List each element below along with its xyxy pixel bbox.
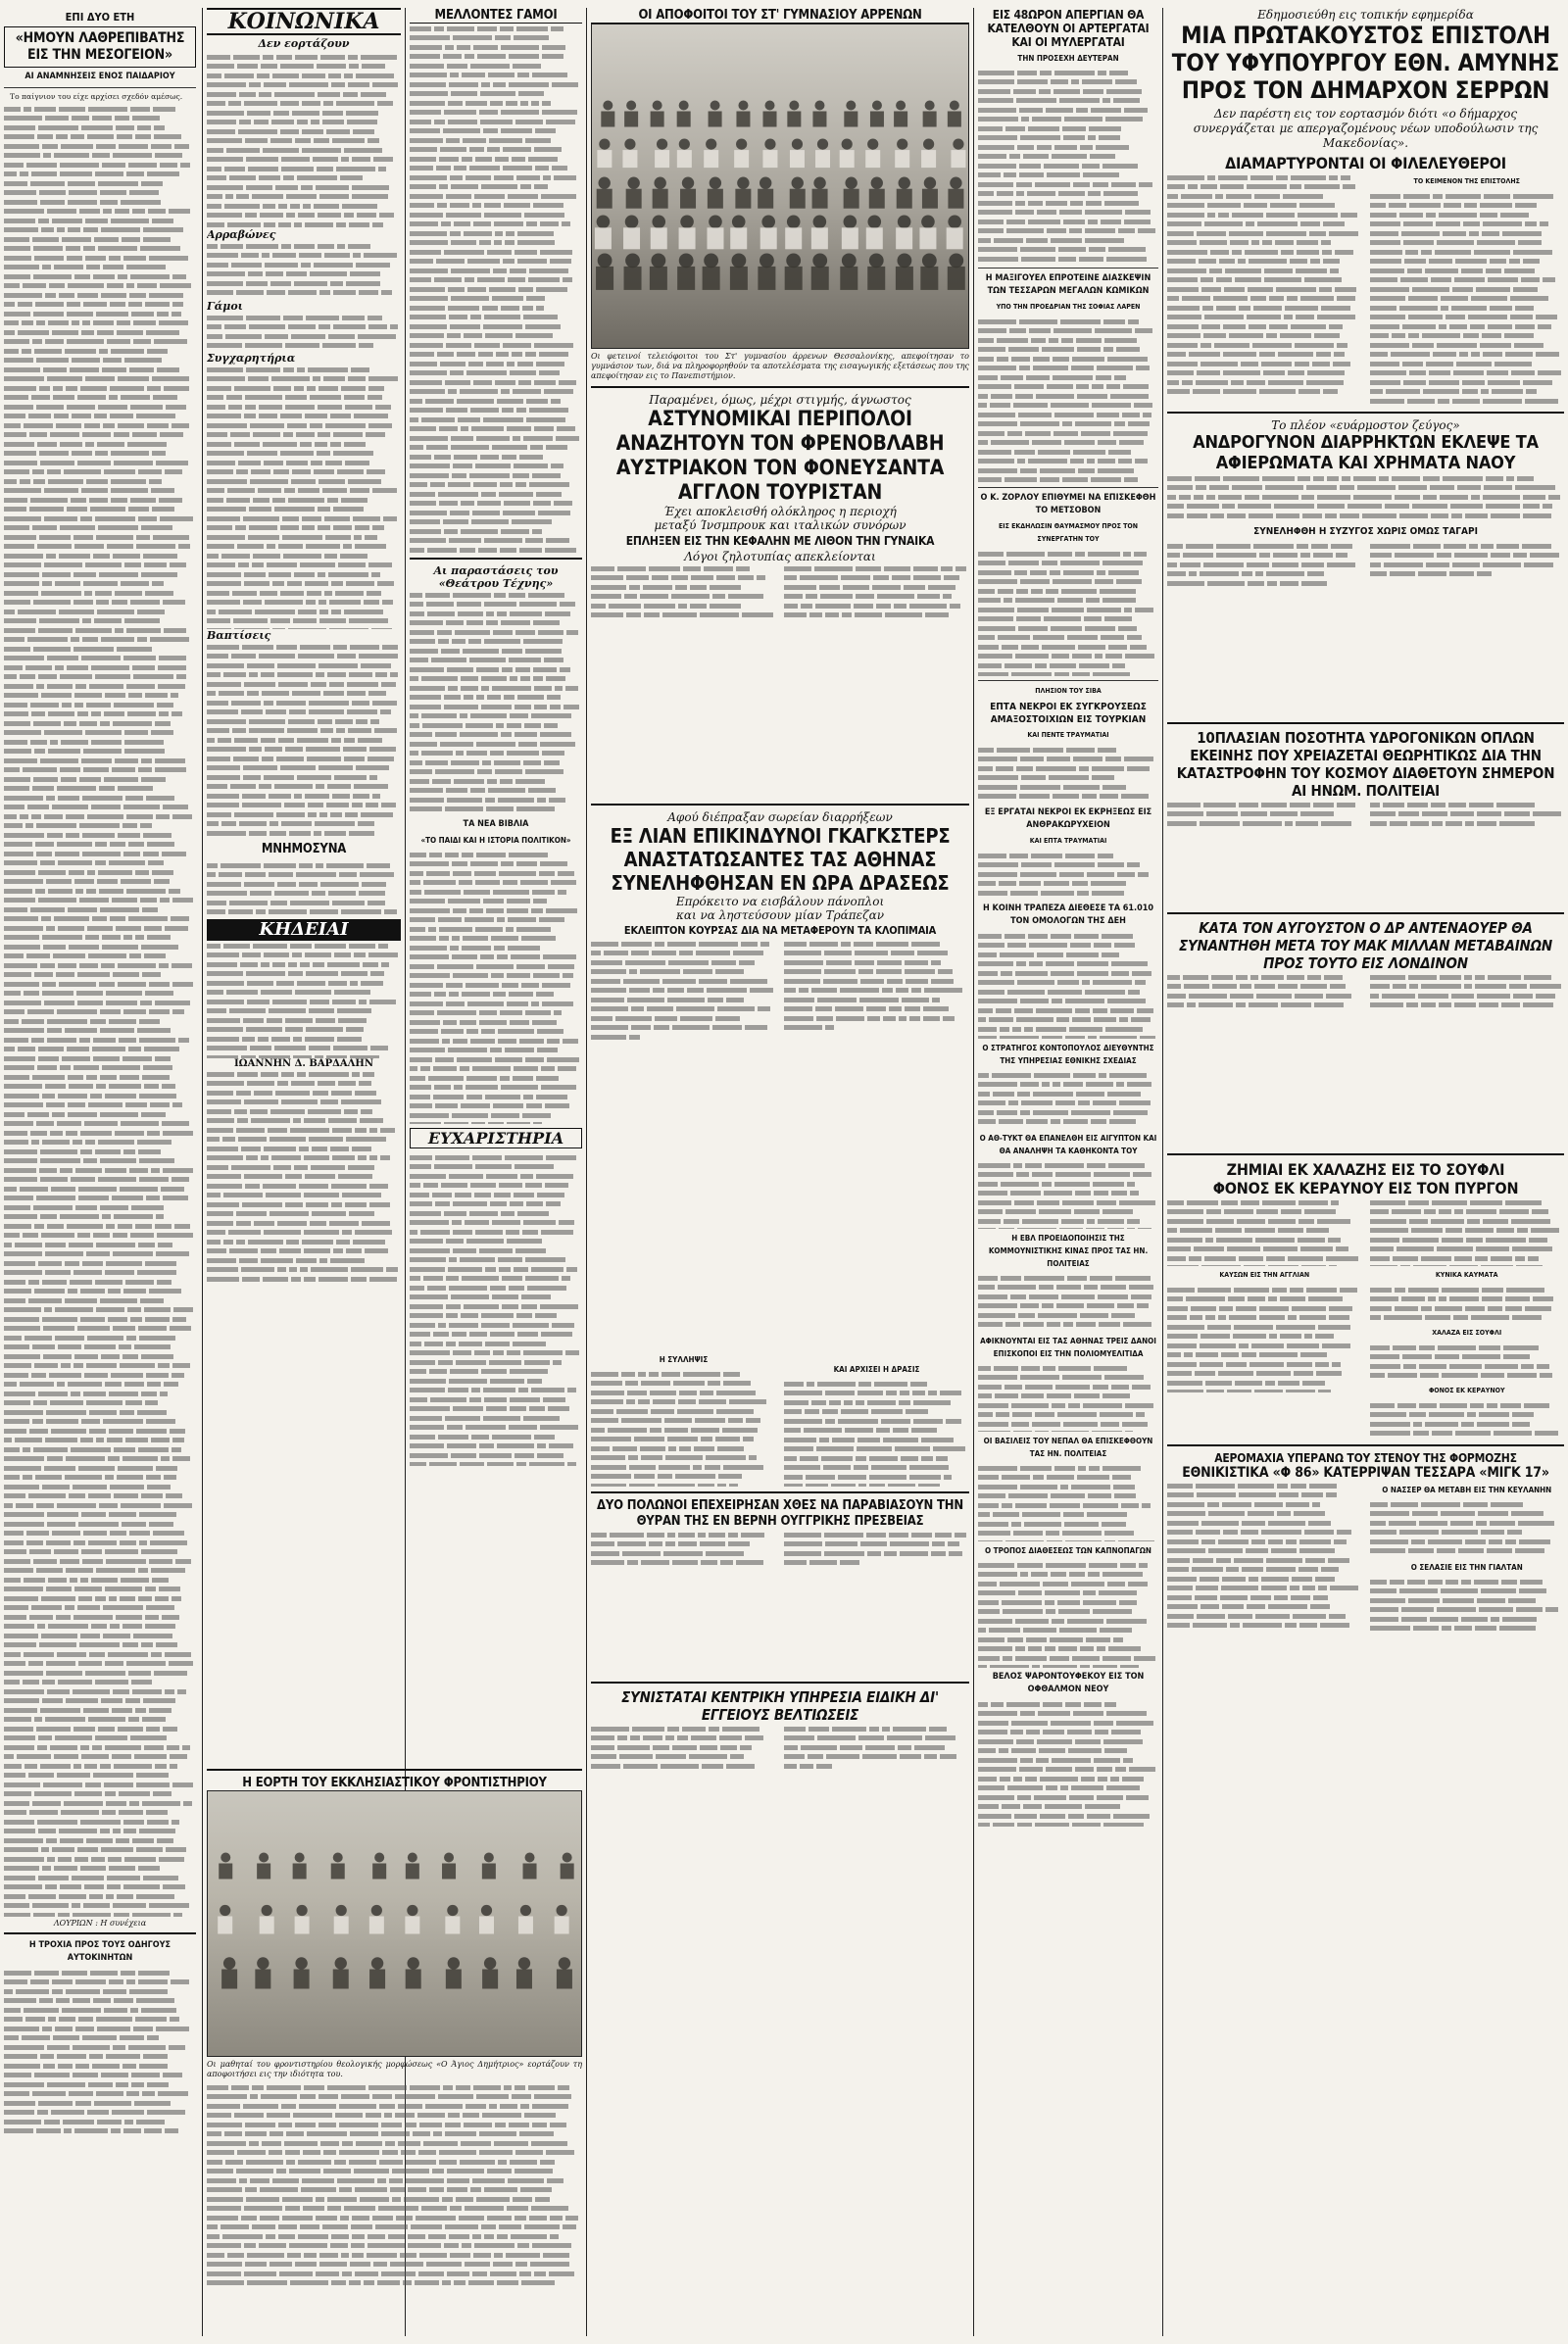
social-parties: Συγχαρητήρια: [207, 352, 296, 365]
thanks-body: [410, 1152, 582, 1466]
column-news: [978, 8, 1158, 2336]
selassie-body: [1370, 1577, 1565, 1636]
service-headline: ΣΥΝΙΣΤΑΤΑΙ ΚΕΝΤΡΙΚΗ ΥΠΗΡΕΣΙΑ ΕΙΔΙΚΗ ΔΙ' ΕΓΓΕΙΟΥΣ ΒΕΛΤΙΩΣΕΙΣ: [621, 1688, 939, 1724]
weddings-title: ΜΕΛΛΟΝΤΕΣ ΓΑΜΟΙ: [410, 8, 582, 24]
festival-body: [207, 2082, 582, 2288]
funerals-body-1: [207, 941, 401, 1058]
gangsters-body-4: [784, 1379, 969, 1487]
column-rule: [586, 8, 587, 2336]
china-body: [978, 1273, 1158, 1332]
gangsters-arrest: Η ΣΥΛΛΗΨΙΣ: [659, 1355, 709, 1364]
comics-sub: ΥΠΟ ΤΗΝ ΠΡΟΕΔΡΙΑΝ ΤΗΣ ΣΟΦΙΑΣ ΛΑΡΕΝ: [996, 303, 1141, 311]
mine-body: [978, 851, 1158, 900]
gangsters-columns: [591, 939, 969, 1487]
gangsters-sub3: ΕΚΛΕΙΠΤΟΝ ΚΟΥΡΣΑΣ ΔΙΑ ΝΑ ΜΕΤΑΦΕΡΟΥΝ ΤΑ ΚΛΟΠΙΜΑΙΑ: [623, 924, 937, 937]
couple-intro: [1167, 473, 1564, 522]
comics-headline: Η ΜΑΞΙΓΟΥΕΛ ΕΠΡΟΤΕΙΝΕ ΔΙΑΣΚΕΨΙΝ ΤΩΝ ΤΕΣΣΑΡΩΝ ΜΕΓΑΛΩΝ ΚΩΜΙΚΩΝ: [985, 273, 1152, 296]
train-headline: ΕΠΤΑ ΝΕΚΡΟΙ ΕΚ ΣΥΓΚΡΟΥΣΕΩΣ ΑΜΑΞΟΣΤΟΙΧΙΩΝ ΕΙΣ ΤΟΥΡΚΙΑΝ: [990, 702, 1147, 725]
poles-headline: ΔΥΟ ΠΟΛΩΝΟΙ ΕΠΕΧΕΙΡΗΣΑΝ ΧΘΕΣ ΝΑ ΠΑΡΑΒΙΑΣΟΥΝ ΤΗΝ ΘΥΡΑΝ ΤΗΣ ΕΝ ΒΕΡΝΗ ΟΥΓΓΡΙΚΗΣ ΠΡΕΣΒΕΙΑΣ: [597, 1498, 963, 1529]
column-right: [1167, 8, 1564, 2336]
hail2-headline: ΧΑΛΑΖΑ ΕΙΣ ΣΟΥΦΛΙ: [1432, 1329, 1502, 1337]
austrian-sub2: μεταξύ Ίνσμπρουκ και ιταλικών συνόρων: [654, 518, 906, 532]
article-lead: Το παίγνιον του είχε αρχίσει σχεδόν αμέσως.: [10, 92, 183, 101]
mine-sub: ΚΑΙ ΕΠΤΑ ΤΡΑΥΜΑΤΙΑΙ: [1029, 837, 1107, 845]
comics-body: [978, 317, 1158, 483]
nepal-body: [978, 1463, 1158, 1541]
gangsters-body-1: [591, 939, 776, 1350]
column-left: [4, 8, 196, 2336]
social-namedays: Δεν εορτάζουν: [258, 37, 350, 50]
social-engagements: Αρραβώνες: [207, 228, 276, 241]
zorlou-body: [978, 549, 1158, 676]
bank-headline: Η ΚΟΙΝΗ ΤΡΑΠΕΖΑ ΔΙΕΘΕΣΕ ΤΑ 61.010 ΤΟΝ ΟΜΟΛΟΓΩΝ ΤΗΣ ΔΕΗ: [982, 903, 1154, 926]
funerals-body-2: [207, 1069, 401, 1285]
hail-headline: ΖΗΜΙΑΙ ΕΚ ΧΑΛΑΖΗΣ ΕΙΣ ΤΟ ΣΟΥΦΛΙ: [1226, 1160, 1505, 1179]
weddings-body: [410, 24, 582, 553]
gangsters-body-3: [784, 939, 969, 1360]
egypt-headline: Ο ΑΘ-ΤΥΚΤ ΘΑ ΕΠΑΝΕΛΘΗ ΕΙΣ ΑΙΓΥΠΤΟΝ ΚΑΙ ΘΑ ΑΝΑΛΗΨΗ ΤΑ ΚΑΘΗΚΟΝΤΑ ΤΟΥ: [979, 1134, 1157, 1155]
adenauer-body: [1167, 972, 1564, 1148]
article-headline: «ΗΜΟΥΝ ΛΑΘΡΕΠΙΒΑΤΗΣ ΕΙΣ ΤΗΝ ΜΕΣΟΓΕΙΟΝ»: [15, 30, 185, 63]
tobacco-body: [978, 1560, 1158, 1668]
austrian-sub1: Έχει αποκλεισθή ολόκληρος η περιοχή: [663, 505, 897, 518]
social-marriages: Γάμοι: [207, 300, 243, 313]
gymnasium-photo: [591, 24, 969, 349]
column-rule: [1162, 8, 1163, 2336]
heat2-headline: ΚΥΝΙΚΑ ΚΑΥΜΑΤΑ: [1435, 1271, 1498, 1279]
air2-headline: ΕΘΝΙΚΙΣΤΙΚΑ «Φ 86» ΚΑΤΕΡΡΙΨΑΝ ΤΕΣΣΑΡΑ «ΜΙΓΚ 17»: [1182, 1465, 1549, 1481]
gymnasium-headline: ΟΙ ΑΠΟΦΟΙΤΟΙ ΤΟΥ ΣΤ' ΓΥΜΝΑΣΙΟΥ ΑΡΡΕΝΩΝ: [591, 8, 969, 24]
zorlou-sub: ΕΙΣ ΕΚΔΗΛΩΣΙΝ ΘΑΥΜΑΣΜΟΥ ΠΡΟΣ ΤΟΝ ΣΥΝΕΡΓΑΤΗΝ ΤΟΥ: [998, 522, 1139, 543]
train-sub: ΚΑΙ ΠΕΝΤΕ ΤΡΑΥΜΑΤΙΑΙ: [1027, 731, 1109, 739]
train-body: [978, 745, 1158, 804]
weather-body-1: [1167, 1197, 1362, 1266]
tobacco-headline: Ο ΤΡΟΠΟΣ ΔΙΑΘΕΣΕΩΣ ΤΩΝ ΚΑΠΝΟΠΑΓΩΝ: [985, 1546, 1152, 1555]
couple-body: [1167, 541, 1564, 717]
gymnasium-photo-figures: [592, 24, 969, 348]
theatre-headline: Αι παραστάσεις του «Θεάτρου Τέχνης»: [433, 564, 559, 590]
couple-headline: ΑΝΔΡΟΓΥΝΟΝ ΔΙΑΡΡΗΚΤΩΝ ΕΚΛΕΨΕ ΤΑ ΑΦΙΕΡΩΜΑΤΑ ΚΑΙ ΧΡΗΜΑΤΑ ΝΑΟΥ: [1193, 432, 1539, 473]
gangsters-body-2: [591, 1369, 776, 1487]
weather-body-3: [1370, 1197, 1565, 1266]
letter-body-2: [1370, 191, 1565, 407]
parties-body: [207, 365, 401, 629]
heat-headline: ΚΑΥΣΩΝ ΕΙΣ ΤΗΝ ΑΓΓΛΙΑΝ: [1219, 1271, 1310, 1279]
article-signature: ΛΟΥΡΙΩΝ : Η συνέχεια: [53, 1919, 147, 1929]
letter-body-1: [1167, 172, 1362, 398]
engagements-body: [207, 241, 401, 300]
festival-headline: Η ΕΟΡΤΗ ΤΟΥ ΕΚΚΛΗΣΙΑΣΤΙΚΟΥ ΦΡΟΝΤΙΣΤΗΡΙΟΥ: [242, 1776, 547, 1790]
festival-caption: Οι μαθηταί του φροντιστηρίου θεολογικής μορφώσεως «Ο Άγιος Δημήτριος» εορτάζουν τη αποφοιτήσει εις την ιδιότητα του.: [207, 2060, 582, 2078]
gangsters-headline: ΕΞ ΛΙΑΝ ΕΠΙΚΙΝΔΥΝΟΙ ΓΚΑΓΚΣΤΕΡΣ ΑΝΑΣΤΑΤΩΣΑΝΤΕΣ ΤΑΣ ΑΘΗΝΑΣ ΣΥΝΕΛΗΦΘΗΣΑΝ ΕΝ ΩΡΑ ΔΡΑΣΕΩΣ: [610, 824, 951, 895]
weather-body-6: [1370, 1400, 1565, 1440]
air-body: [1167, 1481, 1362, 1628]
books-title: ΤΑ ΝΕΑ ΒΙΒΛΙΑ: [463, 819, 529, 829]
harpoon-headline: ΒΕΛΟΣ ΨΑΡΟΝΤΟΥΦΕΚΟΥ ΕΙΣ ΤΟΝ ΟΦΘΑΛΜΟΝ ΝΕΟΥ: [992, 1672, 1145, 1694]
austrian-kicker: Παραμένει, όμως, μέχρι στιγμής, άγνωστος: [649, 393, 911, 407]
letter-sub: Δεν παρέστη εις τον εορτασμόν διότι «ο δήμαρχος συνεργάζεται με απεργαζομένους νέων υποδούλωσιν της Μακεδονίας».: [1193, 107, 1539, 150]
column-rule: [973, 8, 974, 2336]
general-headline: Ο ΣΤΡΑΤΗΓΟΣ ΚΟΝΤΟΠΟΥΛΟΣ ΔΙΕΥΘΥΝΤΗΣ ΤΗΣ ΥΠΗΡΕΣΙΑΣ ΕΘΝΙΚΗΣ ΣΧΕΔΙΑΣ: [982, 1044, 1154, 1065]
social-baptisms: Βαπτίσεις: [207, 629, 271, 642]
gangsters-sub1: Επρόκειτο να εισβάλουν πάνοπλοι: [675, 895, 885, 908]
weather-body-2: [1167, 1285, 1362, 1392]
nasser-headline: Ο ΝΑΣΣΕΡ ΘΑ ΜΕΤΑΒΗ ΕΙΣ ΤΗΝ ΚΕΥΛΑΝΗΝ: [1382, 1486, 1552, 1494]
austrian-body: [591, 563, 969, 799]
bank-body: [978, 931, 1158, 1039]
china-headline: Η ΕΒΛ ΠΡΟΕΙΔΟΠΟΙΗΣΙΣ ΤΗΣ ΚΟΜΜΟΥΝΙΣΤΙΚΗΣ ΚΙΝΑΣ ΠΡΟΣ ΤΑΣ ΗΝ. ΠΟΛΙΤΕΙΑΣ: [988, 1234, 1149, 1268]
train-kicker: ΠΛΗΣΙΟΝ ΤΟΥ ΣΙΒΑ: [1035, 687, 1102, 695]
wife-headline: ΣΥΝΕΛΗΦΘΗ Η ΣΥΖΥΓΟΣ ΧΩΡΙΣ ΟΜΩΣ ΤΑΓΑΡΙ: [1253, 526, 1478, 537]
thanks-title: ΕΥΧΑΡΙΣΤΗΡΙΑ: [410, 1128, 582, 1148]
austrian-headline: ΑΣΤΥΝΟΜΙΚΑΙ ΠΕΡΙΠΟΛΟΙ ΑΝΑΖΗΤΟΥΝ ΤΟΝ ΦΡΕΝΟΒΛΑΒΗ ΑΥΣΤΡΙΑΚΟΝ ΤΟΝ ΦΟΝΕΥΣΑΝΤΑ ΑΓΓΛΟΝ ΤΟΥΡΙΣΤΑΝ: [615, 407, 945, 504]
weather-body-4: [1370, 1285, 1565, 1324]
column-center: [591, 8, 969, 2336]
theatre-body: [410, 590, 582, 815]
memorial-title: ΜΝΗΜΟΣΥΝΑ: [261, 842, 347, 856]
adenauer-headline: ΚΑΤΑ ΤΟΝ ΑΥΓΟΥΣΤΟΝ Ο ΔΡ ΑΝΤΕΝΑΟΥΕΡ ΘΑ ΣΥΝΑΝΤΗΘΗ ΜΕΤΑ ΤΟΥ ΜΑΚ ΜΙΛΛΑΝ ΜΕΤΑΒΑΙΝΩΝ ΠΡΟΣ ΤΟΥΤΟ ΕΙΣ ΛΟΝΔΙΝΟΝ: [1178, 919, 1553, 972]
poles-body: [591, 1530, 969, 1677]
mine-headline: ΕΞ ΕΡΓΑΤΑΙ ΝΕΚΡΟΙ ΕΚ ΕΚΡΗΞΕΩΣ ΕΙΣ ΑΝΘΡΑΚΩΡΥΧΕΙΟΝ: [984, 807, 1152, 830]
harpoon-body: [978, 1699, 1158, 1827]
strike-body: [978, 68, 1158, 264]
strike-sub: ΤΗΝ ΠΡΟΣΕΧΗ ΔΕΥΤΕΡΑΝ: [1017, 54, 1119, 63]
lightning-headline: ΦΟΝΟΣ ΕΚ ΚΕΡΑΥΝΟΥ ΕΙΣ ΤΟΝ ΠΥΡΓΟΝ: [1212, 1179, 1519, 1197]
couple-kicker: Το πλέον «ευάρμοστον ζεύγος»: [1271, 418, 1460, 432]
traffic-headline: Η ΤΡΟΧΙΑ ΠΡΟΣ ΤΟΥΣ ΟΔΗΓΟΥΣ ΑΥΤΟΚΙΝΗΤΩΝ: [28, 1940, 172, 1964]
air-headline: ΑΕΡΟΜΑΧΙΑ ΥΠΕΡΑΝΩ ΤΟΥ ΣΤΕΝΟΥ ΤΗΣ ΦΟΡΜΟΖΗΣ: [1214, 1451, 1517, 1465]
bishops-body: [978, 1363, 1158, 1432]
austrian-sub4: Λόγοι ζηλοτυπίας απεκλείονται: [684, 550, 876, 563]
books-body: [410, 850, 582, 1124]
gangsters-action: ΚΑΙ ΑΡΧΙΣΕΙ Η ΔΡΑΣΙΣ: [833, 1365, 920, 1374]
festival-photo: [207, 1790, 582, 2057]
bombs-headline: 10ΠΛΑΣΙΑΝ ΠΟΣΟΤΗΤΑ ΥΔΡΟΓΟΝΙΚΩΝ ΟΠΛΩΝ ΕΚΕΙΝΗΣ ΠΟΥ ΧΡΕΙΑΖΕΤΑΙ ΘΕΩΡΗΤΙΚΩΣ ΔΙΑ ΤΗΝ ΚΑΤΑΣΤΡΟΦΗΝ ΤΟΥ ΚΟΣΜΟΥ ΔΙΑΘΕΤΟΥΝ ΣΗΜΕΡΟΝ ΑΙ ΗΝΩΜ. ΠΟΛΙΤΕΙΑΙ: [1176, 729, 1555, 800]
selassie-headline: Ο ΣΕΛΑΣΙΕ ΕΙΣ ΤΗΝ ΓΙΑΛΤΑΝ: [1410, 1563, 1523, 1572]
letter-headline: ΜΙΑ ΠΡΩΤΑΚΟΥΣΤΟΣ ΕΠΙΣΤΟΛΗ ΤΟΥ ΥΦΥΠΟΥΡΓΟΥ ΕΘΝ. ΑΜΥΝΗΣ ΠΡΟΣ ΤΟΝ ΔΗΜΑΡΧΟΝ ΣΕΡΡΩΝ: [1171, 22, 1560, 104]
letter-kicker: Εδημοσιεύθη εις τοπικήν εφημερίδα: [1257, 8, 1474, 22]
traffic-body: [4, 1968, 196, 2134]
marriages-body: [207, 313, 401, 352]
weather-body-5: [1370, 1343, 1565, 1382]
general-body: [978, 1070, 1158, 1129]
funerals-title: ΚΗΔΕΙΑΙ: [207, 919, 401, 941]
book-title: «ΤΟ ΠΑΙΔΙ ΚΑΙ Η ΙΣΤΟΡΙΑ ΠΟΛΙΤΙΚΟΝ»: [420, 836, 571, 845]
namedays-body: [207, 52, 401, 228]
lightning2-headline: ΦΟΝΟΣ ΕΚ ΚΕΡΑΥΝΟΥ: [1428, 1387, 1505, 1394]
festival-block: [207, 1764, 582, 2288]
gangsters-sub2: και να ληστεύσουν μίαν Τράπεζαν: [676, 908, 884, 922]
nepal-headline: ΟΙ ΒΑΣΙΛΕΙΣ ΤΟΥ ΝΕΠΑΛ ΘΑ ΕΠΙΣΚΕΦΘΟΥΝ ΤΑΣ ΗΝ. ΠΟΛΙΤΕΙΑΣ: [983, 1437, 1153, 1458]
article-subheadline: ΑΙ ΑΝΑΜΝΗΣΕΙΣ ΕΝΟΣ ΠΑΙΔΑΡΙΟΥ: [24, 72, 175, 81]
service-body: [591, 1724, 969, 1920]
article-body: [4, 104, 196, 1917]
bishops-headline: ΑΦΙΚΝΟΥΝΤΑΙ ΕΙΣ ΤΑΣ ΑΘΗΝΑΣ ΤΡΕΙΣ ΔΑΝΟΙ ΕΠΙΣΚΟΠΟΙ ΕΙΣ ΤΗΝ ΠΟΛΙΟΜΥΕΛΙΤΙΔΑ: [980, 1337, 1156, 1358]
social-title: ΚΟΙΝΩΝΙΚΑ: [207, 8, 401, 35]
letter-text-label: ΤΟ ΚΕΙΜΕΝΟΝ ΤΗΣ ΕΠΙΣΤΟΛΗΣ: [1413, 177, 1520, 185]
gymnasium-caption: Οι φετεινοί τελειόφοιτοι του Στ' γυμνασίου άρρενων Θεσσαλονίκης, απεφοίτησαν το γυμνάσιον των, διά να πληροφορηθούν τα αποτελέσματα της εισαγωγικής εξετάσεως που της απεφοίτησαν εις το Πανεπιστήμιον.: [591, 352, 969, 380]
nasser-body: [1370, 1499, 1565, 1558]
article-kicker: ΕΠΙ ΔΥΟ ΕΤΗ: [65, 11, 135, 24]
bombs-body: [1167, 800, 1564, 907]
gangsters-kicker: Αφού διέπραξαν σωρείαν διαρρήξεων: [667, 810, 893, 824]
letter-protest: ΔΙΑΜΑΡΤΥΡΟΝΤΑΙ ΟΙ ΦΙΛΕΛΕΥΘΕΡΟΙ: [1225, 154, 1506, 172]
funeral-name: ΙΩΑΝΝΗΝ Δ. ΒΑΡΔΑΛΗΝ: [233, 1058, 373, 1069]
zorlou-headline: Ο Κ. ΖΟΡΛΟΥ ΕΠΙΘΥΜΕΙ ΝΑ ΕΠΙΣΚΕΦΘΗ ΤΟ ΜΕΤΣΟΒΟΝ: [980, 493, 1156, 515]
festival-photo-figures: [208, 1791, 582, 2056]
egypt-body: [978, 1160, 1158, 1229]
austrian-sub3: ΕΠΛΗΞΕΝ ΕΙΣ ΤΗΝ ΚΕΦΑΛΗΝ ΜΕ ΛΙΘΟΝ ΤΗΝ ΓΥΝΑΙΚΑ: [625, 534, 935, 548]
strike-headline: ΕΙΣ 48ΩΡΟΝ ΑΠΕΡΓΙΑΝ ΘΑ ΚΑΤΕΛΘΟΥΝ ΟΙ ΑΡΤΕΡΓΑΤΑΙ ΚΑΙ ΟΙ ΜΥΛΕΡΓΑΤΑΙ: [987, 8, 1150, 49]
baptisms-body: [207, 642, 401, 838]
column-rule: [202, 8, 203, 2336]
article-headline-box: [4, 26, 196, 68]
memorial-body: [207, 860, 401, 919]
